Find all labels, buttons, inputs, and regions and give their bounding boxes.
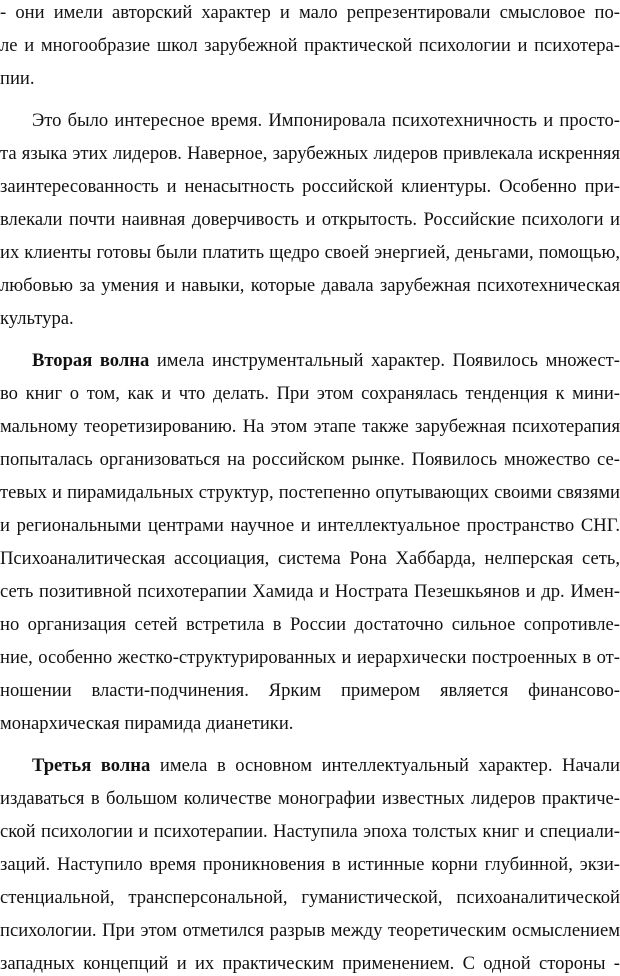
text-line: Это было интересное время. Импонировала психотехничность и просто-	[32, 110, 620, 131]
second-wave-text: имела инструментальный характер. Появилось множест-	[149, 350, 620, 371]
text-line: попыталась организоваться на российском рынке. Появилось множество се-	[0, 449, 620, 470]
text-line: любовью за умения и навыки, которые давала зарубежная психотехническая	[0, 275, 620, 296]
text-line: пии.	[0, 68, 35, 89]
text-line: монархическая пирамида дианетики.	[0, 713, 294, 734]
text-line: культура.	[0, 308, 74, 329]
text-line: та языка этих лидеров. Наверное, зарубежных лидеров привлекала искренняя	[0, 143, 620, 164]
text-line: Психоаналитическая ассоциация, система Рона Хаббарда, нелперская сеть,	[0, 548, 620, 569]
text-line: но организация сетей встретила в России достаточно сильное сопротивле-	[0, 614, 620, 635]
text-line	[0, 754, 620, 778]
text-line: заций. Наступило время проникновения в истинные корни глубинной, экзи-	[0, 854, 620, 875]
text-line: сеть позитивной психотерапии Хамида и Нострата Пезешкьянов и др. Имен-	[0, 581, 620, 602]
text-line: ношении власти-подчинения. Ярким примером является финансово-	[0, 680, 620, 701]
text-line: мальному теоретизированию. На этом этапе также зарубежная психотерапия	[0, 416, 620, 437]
text-line: во книг о том, как и что делать. При этом сохранялась тенденция к мини-	[0, 383, 620, 404]
text-line	[0, 349, 620, 373]
text-line: их клиенты готовы были платить щедро своей энергией, деньгами, помощью,	[0, 242, 620, 263]
text-line: западных концепций и их практическим применением. С одной стороны -	[0, 953, 620, 974]
text-line: стенциальной, трансперсональной, гуманистической, психоаналитической	[0, 887, 620, 908]
third-wave-text: имела в основном интеллектуальный характер. Начали	[150, 755, 620, 776]
text-line: ле и многообразие школ зарубежной практической психологии и психотера-	[0, 35, 620, 56]
text-line: психологии. При этом отметился разрыв между теоретическим осмыслением	[0, 920, 620, 941]
text-line: ской психологии и психотерапии. Наступила эпоха толстых книг и специали-	[0, 821, 620, 842]
text-line: тевых и пирамидальных структур, постепенно опутывающих своими связями	[0, 482, 620, 503]
text-line: влекали почти наивная доверчивость и открытость. Российские психологи и	[0, 209, 620, 230]
second-wave-heading: Вторая волна	[32, 350, 150, 371]
text-line: и региональными центрами научное и интеллектуальное пространство СНГ.	[0, 515, 620, 536]
text-line: издаваться в большом количестве монографии известных лидеров практиче-	[0, 788, 620, 809]
text-line: заинтересованность и ненасытность российской клиентуры. Особенно при-	[0, 176, 620, 197]
text-line: ние, особенно жестко-структурированных и иерархически построенных в от-	[0, 647, 620, 668]
third-wave-heading: Третья волна	[32, 755, 151, 776]
text-line: - они имели авторский характер и мало репрезентировали смысловое по-	[0, 2, 620, 23]
